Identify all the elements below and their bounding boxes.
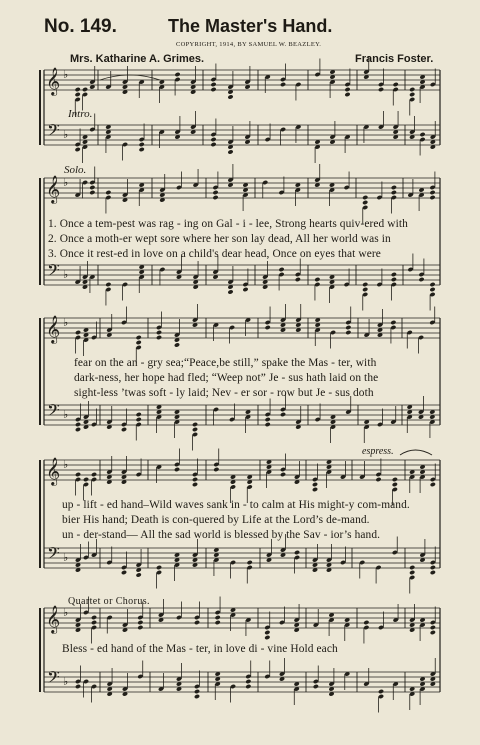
note-head	[314, 277, 320, 282]
note-head	[210, 137, 216, 142]
note-head	[91, 472, 97, 477]
hymn-title: The Master's Hand.	[168, 16, 333, 36]
note-head	[430, 482, 436, 487]
note-head	[247, 560, 253, 565]
note-head	[264, 635, 270, 640]
bass-clef: 𝄢	[47, 260, 60, 284]
note-head	[121, 570, 127, 575]
flat-sign: ♭	[63, 458, 69, 471]
bass-clef: 𝄢	[47, 667, 60, 691]
note-head	[105, 282, 111, 287]
lyric-line-s3-v1: fear on the an - gry sea;“Peace,be still,” spake the Mas - ter, with	[74, 357, 377, 369]
note-head	[75, 92, 81, 97]
note-head	[213, 467, 219, 472]
lyric-line-s2-v1: 1. Once a tem-pest was rag - ing on Gal - i - lee, Strong hearts quiv-ered with	[48, 218, 408, 230]
note-head	[345, 325, 351, 330]
solo-marking: Solo.	[64, 164, 87, 176]
treble-clef: 𝄞	[46, 67, 61, 95]
note-head	[227, 94, 233, 99]
note-head	[363, 620, 369, 625]
note-head	[280, 82, 286, 87]
phrase-slur	[100, 75, 160, 80]
note-head	[136, 572, 142, 577]
composer-credit: Francis Foster.	[355, 53, 434, 65]
flat-sign: ♭	[63, 551, 69, 564]
note-head	[192, 422, 198, 427]
note-head	[194, 620, 200, 625]
note-head	[215, 615, 221, 620]
note-head	[156, 565, 162, 570]
note-head	[312, 482, 318, 487]
note-head	[136, 335, 142, 340]
flat-sign: ♭	[63, 408, 69, 421]
note-head	[245, 679, 251, 684]
note-head	[378, 689, 384, 694]
note-head	[409, 570, 415, 575]
note-head	[429, 287, 435, 292]
flat-sign: ♭	[63, 606, 69, 619]
treble-staff	[44, 70, 440, 90]
note-head	[136, 417, 142, 422]
note-head	[409, 87, 415, 92]
lyric-line-s4-v3: un - der-stand— All the sad world is blessed by the Sav - ior’s hand.	[62, 529, 381, 541]
note-head	[139, 142, 145, 147]
note-head	[312, 487, 318, 492]
note-head	[362, 195, 368, 200]
lyric-line-s3-v2: dark-ness, her hope had fled; “Weep not” Je - sus hath laid on the	[74, 372, 379, 384]
note-head	[429, 195, 435, 200]
note-head	[137, 625, 143, 630]
lyric-line-s5-v1: Bless - ed hand of the Mas - ter, in love di - vine Hold each	[62, 643, 338, 655]
note-head	[391, 190, 397, 195]
note-head	[156, 330, 162, 335]
bass-staff	[44, 405, 440, 425]
hymn-number: No. 149.	[44, 16, 117, 37]
note-head	[75, 87, 81, 92]
note-head	[392, 477, 398, 482]
bass-staff	[44, 265, 440, 285]
note-head	[227, 149, 233, 154]
note-head	[390, 320, 396, 325]
flat-sign: ♭	[63, 268, 69, 281]
lyric-line-s4-v1: up - lift - ed hand–Wild waves sank in - to calm at His might-y com-mand.	[62, 499, 410, 511]
note-head	[75, 427, 81, 432]
note-head	[362, 282, 368, 287]
bass-clef: 𝄢	[47, 543, 60, 567]
note-head	[194, 694, 200, 699]
note-head	[375, 477, 381, 482]
lyric-line-s3-v3: sight-less ’twas soft - ly laid; Nev - er sor - row but Je - sus doth	[74, 387, 374, 399]
note-head	[89, 190, 95, 195]
note-head	[242, 287, 248, 292]
note-head	[89, 185, 95, 190]
treble-staff	[44, 178, 440, 198]
note-head	[409, 565, 415, 570]
note-head	[156, 335, 162, 340]
note-head	[313, 684, 319, 689]
note-head	[227, 289, 233, 294]
intro-marking: Intro.	[68, 108, 93, 120]
note-head	[280, 472, 286, 477]
note-head	[430, 565, 436, 570]
lyric-line-s2-v2: 2. Once a moth-er wept sore where her son lay dead, All her world was in	[48, 233, 391, 245]
flat-sign: ♭	[63, 176, 69, 189]
note-head	[75, 147, 81, 152]
note-head	[210, 82, 216, 87]
note-head	[378, 87, 384, 92]
lyric-line-s2-v3: 3. Once it rest-ed in love on a child's dear head, Once on eyes that were	[48, 248, 381, 260]
note-head	[391, 272, 397, 277]
note-head	[192, 427, 198, 432]
note-head	[75, 684, 81, 689]
note-head	[430, 625, 436, 630]
note-head	[245, 684, 251, 689]
note-head	[212, 195, 218, 200]
note-head	[264, 630, 270, 635]
note-head	[174, 467, 180, 472]
note-head	[429, 190, 435, 195]
note-head	[75, 330, 81, 335]
note-head	[294, 550, 300, 555]
note-head	[105, 190, 111, 195]
note-head	[418, 277, 424, 282]
note-head	[91, 620, 97, 625]
note-head	[278, 267, 284, 272]
note-head	[194, 689, 200, 694]
note-head	[409, 92, 415, 97]
note-head	[139, 147, 145, 152]
note-head	[280, 412, 286, 417]
bass-staff	[44, 672, 440, 692]
note-head	[430, 630, 436, 635]
note-head	[429, 282, 435, 287]
flat-sign: ♭	[63, 128, 69, 141]
note-head	[419, 132, 425, 137]
flat-sign: ♭	[63, 675, 69, 688]
chorus-marking: Quartet or Chorus.	[68, 596, 150, 607]
note-head	[192, 477, 198, 482]
note-head	[82, 87, 88, 92]
note-head	[91, 615, 97, 620]
note-head	[136, 340, 142, 345]
treble-clef: 𝄞	[46, 605, 61, 633]
note-head	[210, 142, 216, 147]
bass-clef: 𝄢	[47, 400, 60, 424]
note-head	[121, 427, 127, 432]
note-head	[137, 620, 143, 625]
treble-staff	[44, 608, 440, 628]
treble-clef: 𝄞	[46, 457, 61, 485]
note-head	[265, 422, 271, 427]
bass-staff	[44, 548, 440, 568]
note-head	[362, 287, 368, 292]
treble-clef: 𝄞	[46, 315, 61, 343]
note-head	[265, 325, 271, 330]
note-head	[344, 92, 350, 97]
note-head	[192, 482, 198, 487]
lyric-line-s4-v2: bier His hand; Death is con-quered by Life at the Lord’s de-mand.	[62, 514, 370, 526]
note-head	[174, 72, 180, 77]
bass-clef: 𝄢	[47, 120, 60, 144]
copyright-notice: COPYRIGHT, 1914, BY SAMUEL W. BEAZLEY.	[176, 41, 322, 48]
note-head	[75, 422, 81, 427]
note-head	[174, 342, 180, 347]
note-head	[430, 570, 436, 575]
note-head	[212, 190, 218, 195]
lyricist-credit: Mrs. Katharine A. Grimes.	[70, 53, 205, 65]
phrase-slur	[400, 450, 432, 455]
note-head	[345, 330, 351, 335]
note-head	[75, 472, 81, 477]
note-head	[83, 477, 89, 482]
note-head	[391, 277, 397, 282]
note-head	[393, 82, 399, 87]
expression-marking: espress.	[362, 446, 394, 457]
note-head	[295, 277, 301, 282]
note-head	[362, 200, 368, 205]
note-head	[392, 482, 398, 487]
flat-sign: ♭	[63, 316, 69, 329]
note-head	[136, 412, 142, 417]
note-head	[215, 620, 221, 625]
note-head	[210, 87, 216, 92]
note-head	[344, 87, 350, 92]
note-head	[391, 185, 397, 190]
treble-clef: 𝄞	[46, 175, 61, 203]
note-head	[265, 417, 271, 422]
flat-sign: ♭	[63, 68, 69, 81]
